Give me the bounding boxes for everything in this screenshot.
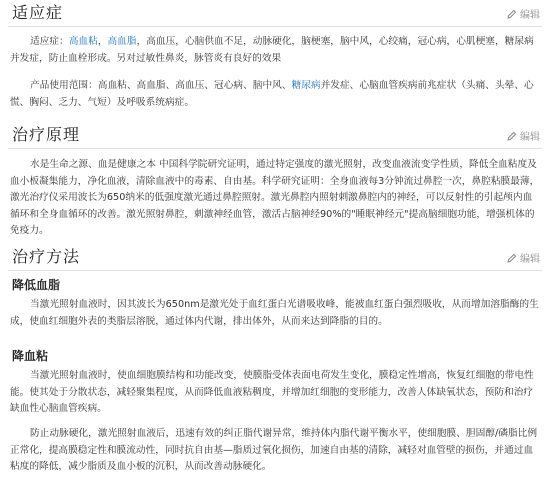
section-title-method: 治疗方法: [12, 247, 81, 266]
lower-viscosity-paragraph-2: 防止动脉硬化，激光照射血液后，迅速有效的纠正脂代谢异常，维持体内脂代谢平衡水平，使细胞膜、胆固醇/磷脂比例正常化，提高膜稳定性和膜流动性，同时抗自由基—脂质过氧化损伤，加速自由基的清除，减轻对血管壁的损伤，并通过血粘度的降低，减少脂质及血小板的沉积，从而改善动脉硬化。: [10, 428, 538, 472]
pencil-icon: [507, 9, 517, 19]
text: ，高血压，心脑供血不足，动脉硬化，脑梗塞，脑中风，心绞痛，冠心病，心肌梗塞，糖尿病并发症，防止血栓形成。另对过敏性鼻炎，脉管炎有良好的效果: [10, 36, 534, 64]
text: ，: [97, 36, 108, 47]
indications-paragraph-2: [10, 78, 540, 111]
text: 适应症：: [30, 36, 69, 47]
subtitle-lower-lipid: 降低血脂: [12, 278, 61, 292]
lower-viscosity-paragraph-1: 当激光照射血液时，使血细胞膜结构和功能改变，使膜脂受体表面电荷发生变化，膜稳定性增高，恢复红细胞的带电性能。使其处于分散状态，减轻聚集程度，从而降低血液粘稠度，并增加红细胞的变形能力，改善人体缺氧状态，预防和治疗缺血性心脑血管疾病。: [10, 370, 534, 414]
edit-label: 编辑: [520, 132, 540, 143]
section-title-principle: 治疗原理: [12, 125, 81, 144]
lower-lipid-paragraph: 当激光照射血液时，因其波长为650nm是激光处于血红蛋白光谱吸收峰，能被血红蛋白强烈吸收，从而增加溶脂酶的生成，使血红细胞外表的类脂层溶脱，通过体内代谢，排出体外，从而来达到降脂的目的。: [10, 299, 539, 327]
section-header-indications: [8, 0, 542, 27]
section-header-principle: [8, 122, 542, 149]
principle-paragraph: 水是生命之源、血是健康之本 中国科学院研究证明，通过特定强度的激光照射，改变血液流变学性质，降低全血粘度及血小板凝集能力，净化血液，清除血液中的毒素、自由基。科学研究证明：全身血液每3分钟流过鼻腔一次，鼻腔粘膜最薄，激光治疗仪采用波长为650纳米的低强度激光通过鼻腔照射。激光鼻腔内照射刺激鼻腔内的神经，可以反射性的引起颅内血循环和全身血循环的改善。激光照射鼻腔，刺激神经血管，激活占脑神经90%的"睡眠神经元"提高脑细胞功能，增强机体的免疫力。: [10, 159, 540, 236]
link-diabetes[interactable]: 糖尿病: [291, 80, 321, 91]
pencil-icon: [507, 253, 517, 263]
subtitle-lower-viscosity: 降血粘: [12, 349, 49, 363]
text: 并发症、心脑血管疾病前兆症状（头痛、头晕、心慌、胸闷、乏力、气短）及呼吸系统病症。: [10, 80, 534, 108]
text: 产品使用范围：高血粘、高血脂、高血压、冠心病、脑中风、: [30, 80, 292, 91]
section-header-method: [8, 244, 542, 271]
link-high-viscosity[interactable]: 高血粘: [68, 36, 98, 47]
edit-label: 编辑: [520, 10, 540, 21]
pencil-icon: [507, 131, 517, 141]
edit-link-indications[interactable]: [507, 6, 540, 21]
edit-label: 编辑: [520, 254, 540, 265]
edit-link-method[interactable]: [507, 250, 540, 265]
edit-link-principle[interactable]: [507, 128, 540, 143]
indications-paragraph-1: [10, 34, 540, 67]
section-title-indications: 适应症: [12, 3, 64, 22]
link-high-lipid[interactable]: 高血脂: [107, 36, 137, 47]
